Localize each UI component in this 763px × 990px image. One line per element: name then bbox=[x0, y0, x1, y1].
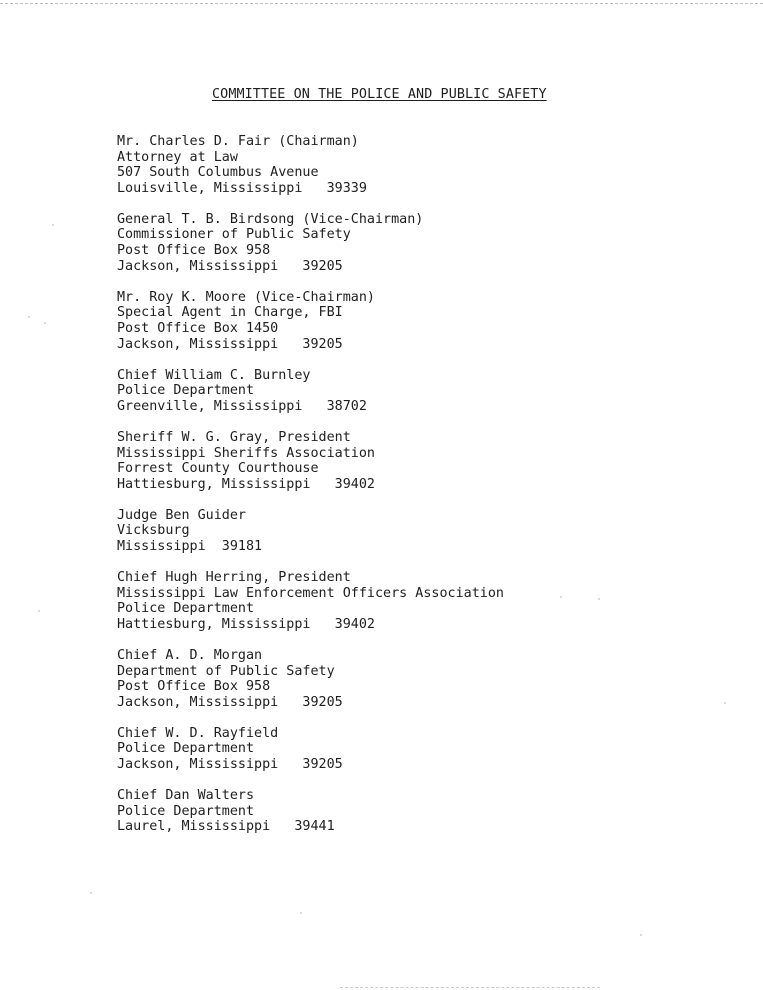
member-name-line: Chief William C. Burnley bbox=[117, 367, 311, 383]
member-address-line: Post Office Box 1450 bbox=[117, 320, 279, 336]
scan-speck bbox=[598, 598, 600, 600]
page-bottom-edge bbox=[340, 987, 600, 988]
member-title-line: Mississippi Law Enforcement Officers Association bbox=[117, 585, 504, 601]
member-entry bbox=[117, 726, 737, 773]
member-address-line: Forrest County Courthouse bbox=[117, 461, 319, 477]
member-name-line: Chief A. D. Morgan bbox=[117, 647, 263, 663]
member-city-line: Louisville, Mississippi 39339 bbox=[117, 180, 367, 196]
scan-speck bbox=[640, 934, 642, 936]
member-entry bbox=[117, 430, 737, 492]
member-city-line: Jackson, Mississippi 39205 bbox=[117, 757, 343, 772]
member-city-line: Mississippi 39181 bbox=[117, 538, 263, 554]
scan-speck bbox=[724, 702, 726, 704]
member-city-line: Laurel, Mississippi 39441 bbox=[117, 819, 335, 835]
member-entry bbox=[117, 508, 737, 555]
member-city-line: Jackson, Mississippi 39205 bbox=[117, 694, 343, 710]
member-city-line: Greenville, Mississippi 38702 bbox=[117, 398, 367, 414]
committee-member-list bbox=[117, 134, 737, 850]
member-address-line: Vicksburg bbox=[117, 523, 190, 539]
member-name-line: Sheriff W. G. Gray, President bbox=[117, 429, 351, 445]
member-title-line: Police Department bbox=[117, 383, 255, 399]
scan-speck bbox=[38, 610, 40, 612]
member-entry bbox=[117, 648, 737, 710]
member-address-line: Post Office Box 958 bbox=[117, 243, 271, 259]
member-name-line: Chief W. D. Rayfield bbox=[117, 725, 279, 741]
member-city-line: Jackson, Mississippi 39205 bbox=[117, 336, 343, 352]
member-entry bbox=[117, 570, 737, 632]
scan-speck bbox=[44, 322, 46, 324]
member-name-line: Judge Ben Guider bbox=[117, 507, 246, 523]
member-title-line: Department of Public Safety bbox=[117, 663, 335, 679]
member-city-line: Hattiesburg, Mississippi 39402 bbox=[117, 476, 375, 492]
member-city-line: Jackson, Mississippi 39205 bbox=[117, 258, 343, 274]
member-entry bbox=[117, 134, 737, 196]
member-title-line: Police Department bbox=[117, 803, 255, 819]
member-title-line: Mississippi Sheriffs Association bbox=[117, 445, 375, 461]
member-entry bbox=[117, 290, 737, 352]
member-entry bbox=[117, 788, 737, 835]
member-city-line: Hattiesburg, Mississippi 39402 bbox=[117, 616, 375, 632]
member-name-line: Chief Hugh Herring, President bbox=[117, 570, 351, 586]
member-entry bbox=[117, 212, 737, 274]
member-name-line: Mr. Charles D. Fair (Chairman) bbox=[117, 134, 359, 149]
member-title-line: Special Agent in Charge, FBI bbox=[117, 305, 343, 321]
member-address-line: Post Office Box 958 bbox=[117, 679, 271, 695]
scan-speck bbox=[560, 596, 562, 598]
member-name-line: General T. B. Birdsong (Vice-Chairman) bbox=[117, 211, 424, 227]
member-title-line: Attorney at Law bbox=[117, 149, 238, 165]
member-name-line: Chief Dan Walters bbox=[117, 788, 255, 804]
member-title-line: Commissioner of Public Safety bbox=[117, 227, 351, 243]
scan-speck bbox=[28, 316, 30, 318]
member-name-line: Mr. Roy K. Moore (Vice-Chairman) bbox=[117, 289, 375, 305]
scan-speck bbox=[90, 892, 92, 894]
member-address-line: Police Department bbox=[117, 601, 255, 617]
scan-speck bbox=[52, 224, 54, 226]
page-top-edge bbox=[0, 3, 763, 4]
member-entry bbox=[117, 368, 737, 415]
member-title-line: Police Department bbox=[117, 741, 255, 757]
scan-speck bbox=[300, 912, 302, 914]
document-title: COMMITTEE ON THE POLICE AND PUBLIC SAFETY bbox=[212, 87, 547, 102]
member-address-line: 507 South Columbus Avenue bbox=[117, 165, 319, 181]
